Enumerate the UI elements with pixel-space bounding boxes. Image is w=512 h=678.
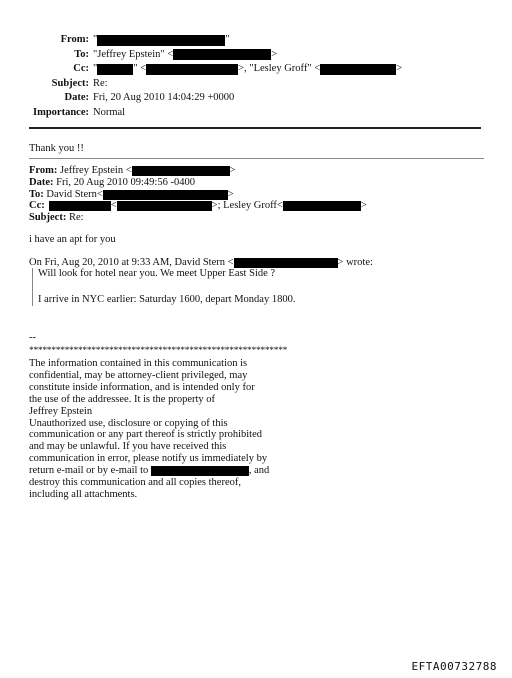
disclaimer-line: The information contained in this communication is — [29, 358, 248, 369]
disclaimer-line: including all attachments. — [29, 488, 138, 500]
disclaimer-line: Jeffrey Epstein — [29, 405, 93, 417]
subject-label: Subject: — [51, 77, 89, 89]
redaction-bar — [97, 35, 225, 46]
quoted-date-row: Date: Fri, 20 Aug 2010 09:49:56 -0400 — [29, 177, 195, 188]
to-label: To: — [74, 48, 89, 60]
disclaimer-line: and may be unlawful. If you have received this — [29, 441, 227, 453]
redaction-bar — [283, 201, 361, 211]
quoted-to-row: To: David Stern< > — [29, 189, 234, 200]
header-divider — [29, 127, 481, 129]
apt-line: i have an apt for you — [29, 234, 116, 245]
redaction-bar — [132, 166, 230, 176]
document-id: EFTA00732788 — [411, 660, 497, 673]
disclaimer-line: communication in error, please notify us immediately by — [29, 453, 268, 465]
from-label: From: — [60, 34, 89, 45]
to-value: "Jeffrey Epstein" < — [93, 48, 174, 60]
disclaimer-line: constitute inside information, and is intended only for — [29, 381, 255, 393]
redaction-bar — [103, 190, 228, 200]
redaction-bar — [234, 258, 338, 268]
disclaimer — [29, 358, 269, 501]
redaction-bar — [117, 201, 212, 211]
disclaimer-line: destroy this communication and all copies thereof, — [29, 477, 241, 489]
quoted-subject-row: Subject: Re: — [29, 212, 84, 223]
header-importance-row — [0, 106, 480, 121]
quoted-message — [32, 268, 295, 306]
importance-label: Importance: — [33, 106, 89, 118]
reply-text: Thank you !! — [29, 143, 84, 154]
cc-label: Cc: — [73, 63, 89, 74]
header-cc-row: Cc: " " < >, "Lesley Groff" < > — [0, 62, 480, 77]
redaction-bar — [151, 466, 249, 476]
email-header — [0, 33, 480, 120]
signature-dashes: -- — [29, 332, 36, 343]
date-label: Date: — [64, 92, 89, 103]
date-value: Fri, 20 Aug 2010 14:04:29 +0000 — [93, 92, 235, 103]
quote-divider — [29, 158, 484, 159]
redaction-bar — [320, 64, 396, 75]
redaction-bar — [97, 64, 133, 75]
header-to-row: To: "Jeffrey Epstein" < > — [0, 48, 480, 63]
disclaimer-line: Unauthorized use, disclosure or copying of this — [29, 417, 228, 429]
header-from-row: From: " " — [0, 33, 480, 48]
quote-line-1: Will look for hotel near you. We meet Upper East Side ? — [38, 268, 276, 279]
on-wrote-line: On Fri, Aug 20, 2010 at 9:33 AM, David Stern < > wrote: — [29, 257, 373, 268]
signature-stars: ********************************************************** — [29, 346, 288, 356]
header-subject-row — [0, 77, 480, 92]
quoted-from-row: From: Jeffrey Epstein < > — [29, 165, 236, 176]
redaction-bar — [173, 49, 271, 60]
subject-value: Re: — [93, 77, 108, 89]
redaction-bar — [146, 64, 238, 75]
disclaimer-line: confidential, may be attorney-client privileged, may — [29, 369, 248, 381]
header-date-row — [0, 91, 480, 106]
disclaimer-return-line: return e-mail or by e-mail to , and — [29, 465, 270, 477]
disclaimer-line: communication or any part thereof is strictly prohibited — [29, 429, 262, 441]
quoted-cc-row: Cc: < >; Lesley Groff< > — [29, 200, 367, 211]
quote-line-2: I arrive in NYC earlier: Saturday 1600, depart Monday 1800. — [38, 294, 296, 305]
disclaimer-line: the use of the addressee. It is the property of — [29, 393, 216, 405]
importance-value: Normal — [93, 106, 126, 118]
redaction-bar — [49, 201, 111, 211]
